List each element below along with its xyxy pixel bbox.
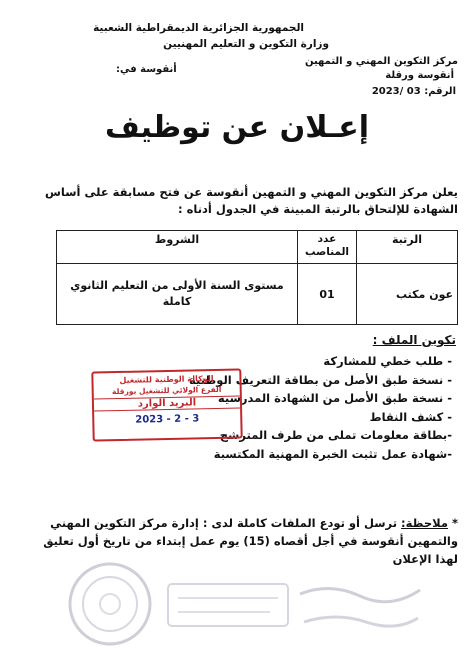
receipt-stamp	[91, 368, 242, 441]
page-title: إعـلان عن توظيف	[104, 110, 370, 145]
rectangular-seal-icon	[168, 584, 288, 626]
stamp-agency: الوكالة الوطنية للتشغيل	[119, 374, 214, 385]
republic-header: الجمهورية الجزائرية الديمقراطية الشعبية	[93, 22, 304, 34]
cell-conditions: مستوى السنة الأولى من التعليم الثانوي كاملة	[57, 264, 298, 325]
list-item: -بطاقة معلومات تملى من طرف المترشح	[219, 428, 452, 442]
place-date: أنقوسة في:	[116, 64, 177, 75]
stamp-mail-label: البريد الوارد	[94, 395, 240, 411]
table-row	[57, 264, 458, 325]
list-item: - نسخة طبق الأصل من الشهادة المدرسية	[217, 391, 452, 405]
header-count: عدد المناصب	[298, 231, 357, 264]
file-section-title: تكوين الملف :	[372, 333, 456, 347]
director-signature-seal-icon	[300, 588, 420, 626]
stamp-branch: الفرع الولائي للتشغيل بورقلة	[111, 384, 222, 397]
list-item: - كشف النقاط	[369, 409, 452, 424]
cell-rank: عون مكتب	[357, 264, 458, 325]
round-seal-icon	[70, 564, 150, 644]
intro-paragraph: يعلن مركز التكوين المهني و التمهين أنقوسة عن فتح مسابقة على أساس الشهادة للإلتحاق بالرتبة المبينة في الجدول أدناه :	[45, 185, 458, 216]
reference-number: الرقم: 03 /2023	[371, 86, 456, 97]
ministry-header: وزارة التكوين و التعليم المهنيين	[163, 38, 329, 50]
list-item: - طلب خطي للمشاركة	[323, 354, 452, 368]
header-conditions: الشروط	[57, 231, 298, 264]
list-item: - نسخة طبق الأصل من بطاقة التعريف الوطنية	[189, 372, 452, 387]
positions-table	[56, 230, 458, 325]
center-name: مركز التكوين المهني و التمهين	[304, 56, 458, 67]
note-label: ملاحظة:	[401, 516, 448, 530]
cell-count: 01	[298, 264, 357, 325]
stamp-date: 2023 - 2 - 3	[135, 413, 200, 426]
note-text: ترسل أو تودع الملفات كاملة لدى : إدارة مركز التكوين المهني والتمهين أنقوسة في أجل أقصاه (15) يوم عمل إبتداء من تاريخ أول تعليق لهذا الإعلان	[43, 516, 458, 566]
list-item: -شهادة عمل تثبت الخبرة المهنية المكتسبة	[213, 446, 452, 461]
note-paragraph: * ملاحظة: ترسل أو تودع الملفات كاملة لدى : إدارة مركز التكوين المهني والتمهين أنقوسة في أجل أقصاه (15) يوم عمل إبتداء من تاريخ أول تعليق لهذا الإعلان	[43, 516, 458, 566]
header-rank: الرتبة	[357, 231, 458, 264]
official-seals	[0, 560, 474, 670]
table-header-row	[57, 231, 458, 264]
center-city: أنقوسة ورقلة	[385, 70, 454, 81]
